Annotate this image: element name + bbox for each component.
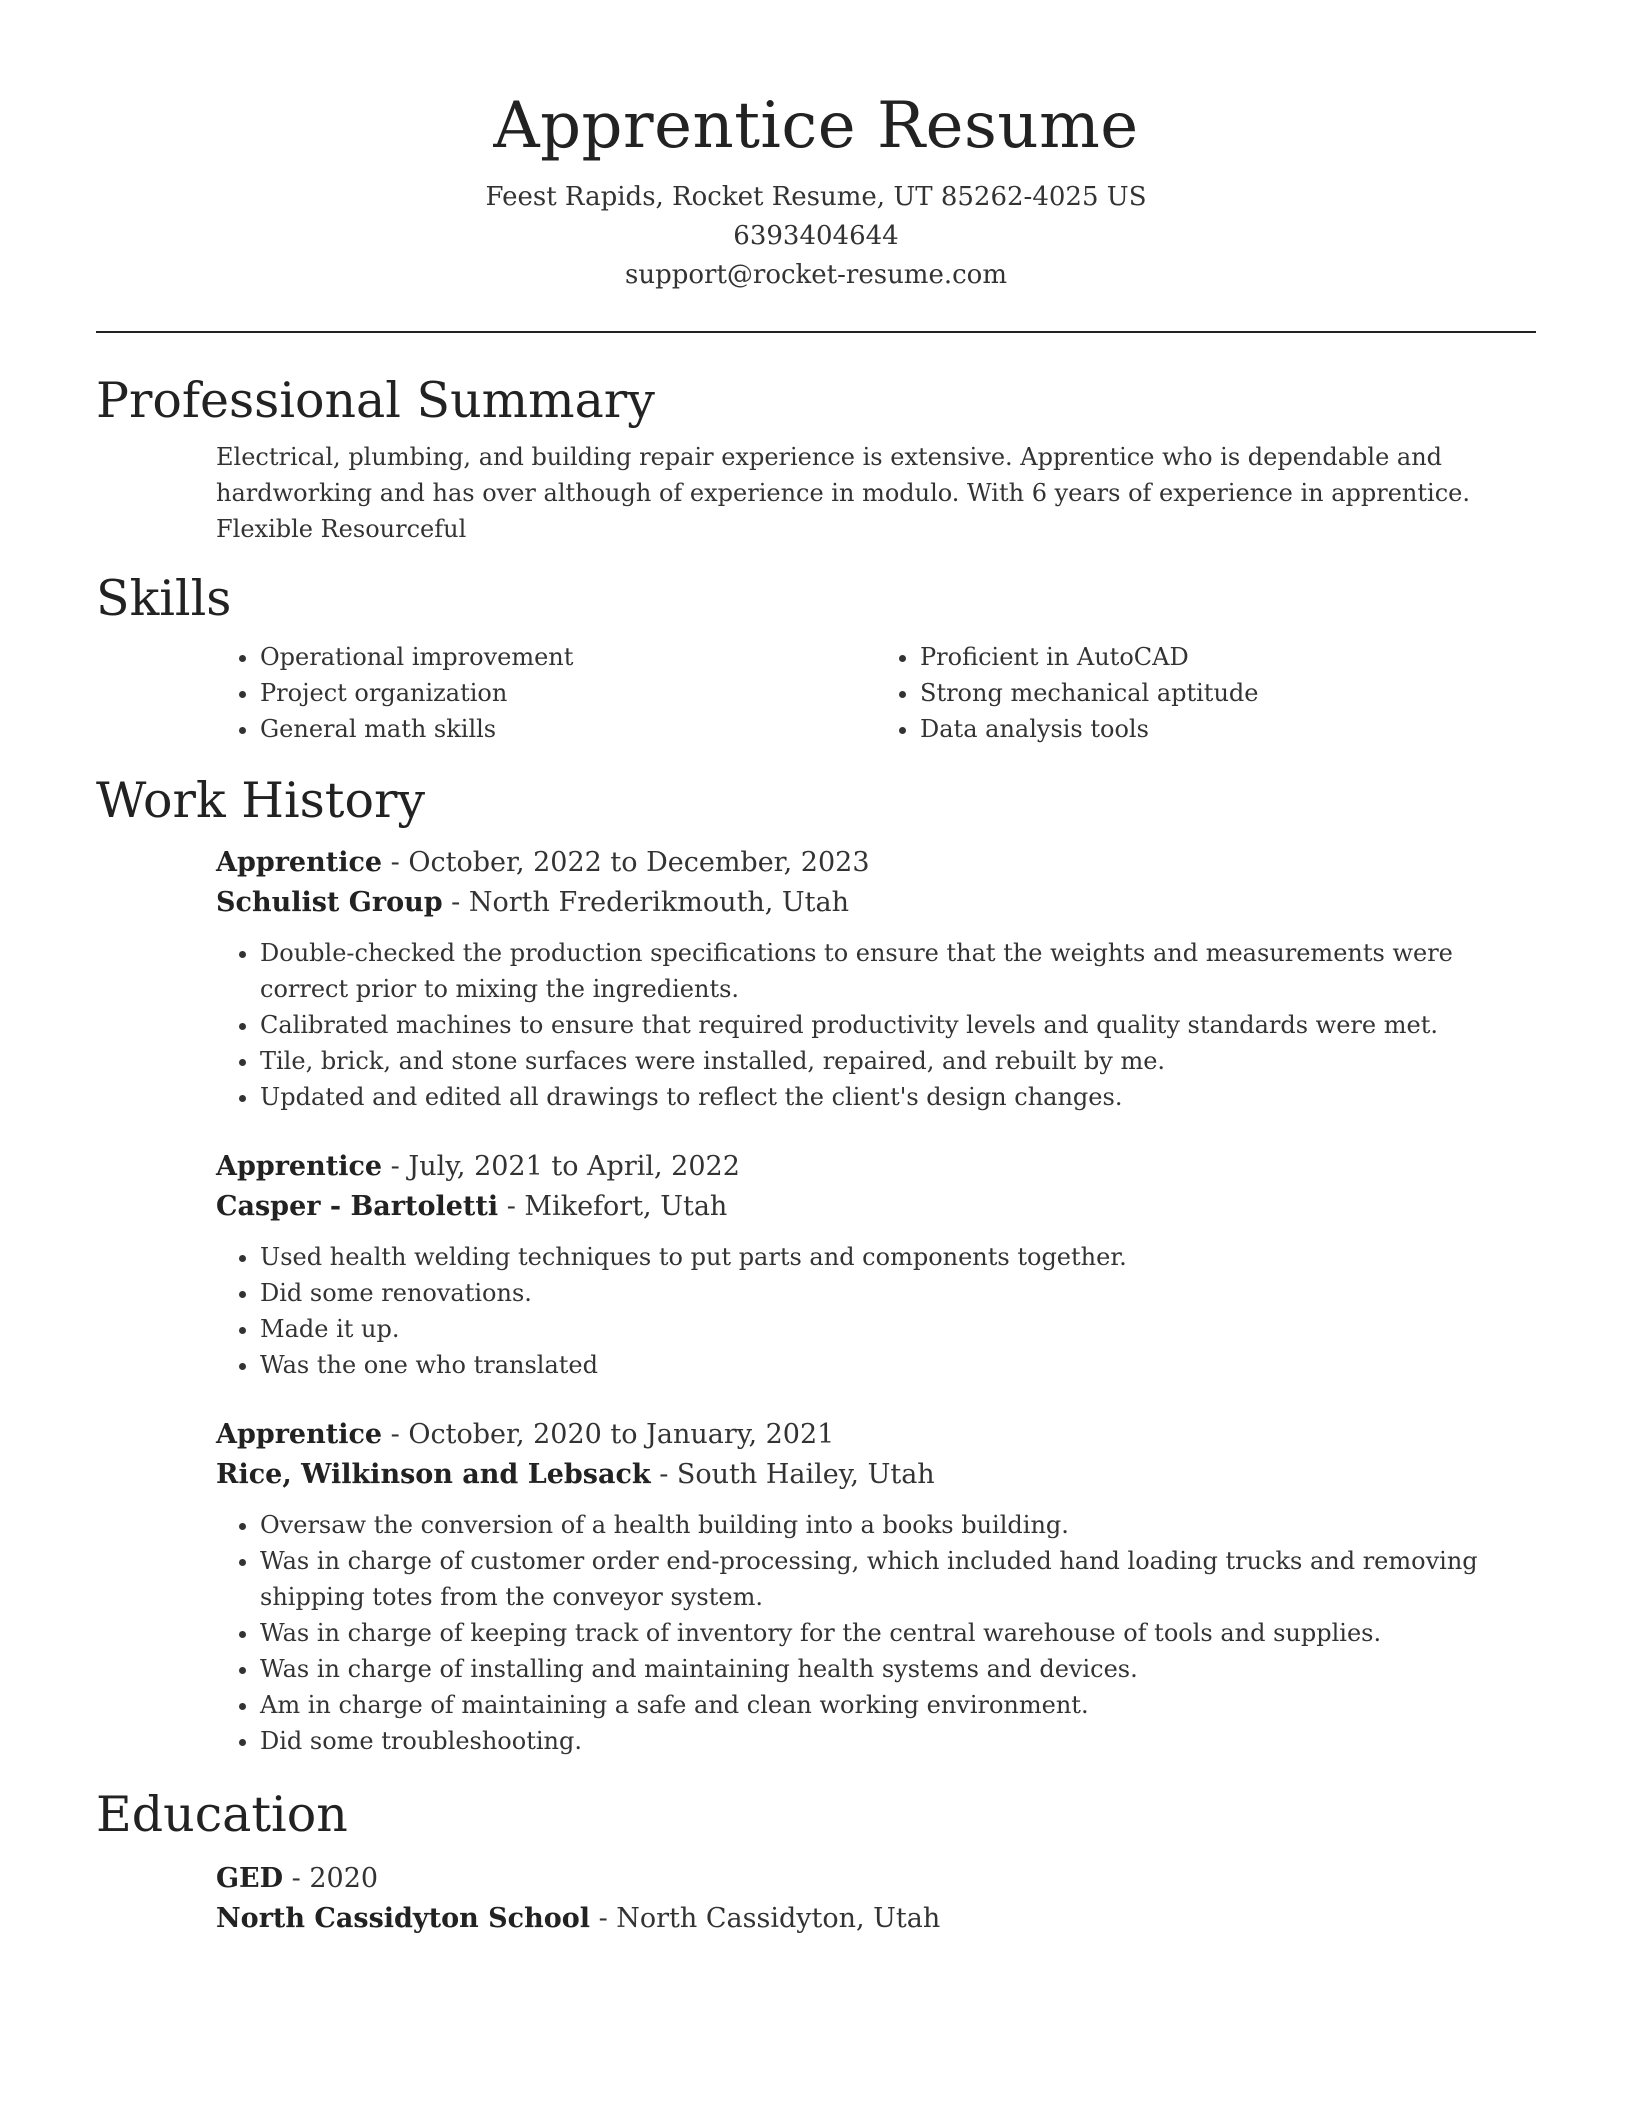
summary-text: Electrical, plumbing, and building repair experience is extensive. Apprentice who is dependable and hardworking and has over although of experience in modulo. With 6 years of experience in apprentice. Flexible Resourceful: [216, 443, 1470, 543]
skills-column-left: [216, 639, 876, 747]
job-entry: [216, 1147, 1536, 1383]
job-role: Apprentice: [216, 1419, 383, 1450]
job-entry: [216, 1415, 1536, 1759]
job-entry: [216, 843, 1536, 1115]
job-bullets: [216, 935, 1536, 1115]
job-dates: - July, 2021 to April, 2022: [382, 1151, 740, 1182]
summary-title: Professional Summary: [96, 372, 655, 429]
job-company-line: [216, 1455, 1536, 1495]
job-bullet: • Double-checked the production specifications to ensure that the weights and measurements were correct prior to mixing the ingredients.: [260, 935, 1536, 1007]
skill-item: • General math skills: [260, 711, 876, 747]
resume-name: Apprentice Resume: [493, 89, 1139, 163]
job-title-line: [216, 1415, 1536, 1455]
skill-item: • Data analysis tools: [920, 711, 1536, 747]
education-location: - North Cassidyton, Utah: [589, 1903, 941, 1934]
job-bullet: • Used health welding techniques to put parts and components together.: [260, 1239, 1536, 1275]
job-bullet: • Updated and edited all drawings to reflect the client's design changes.: [260, 1079, 1536, 1115]
job-role: Apprentice: [216, 1151, 383, 1182]
job-company-line: [216, 1187, 1536, 1227]
skills-section: [96, 569, 1536, 747]
skills-title: Skills: [96, 570, 232, 627]
job-bullet: • Was the one who translated: [260, 1347, 1536, 1383]
job-company-line: [216, 883, 1536, 923]
education-school: North Cassidyton School: [216, 1903, 590, 1934]
job-company: Rice, Wilkinson and Lebsack: [216, 1459, 651, 1490]
job-bullet: • Am in charge of maintaining a safe and clean working environment.: [260, 1687, 1536, 1723]
education-year: - 2020: [283, 1863, 379, 1894]
job-location: - Mikefort, Utah: [498, 1191, 728, 1222]
job-role: Apprentice: [216, 847, 383, 878]
job-company: Casper - Bartoletti: [216, 1191, 499, 1222]
job-bullets: [216, 1507, 1536, 1759]
skill-item: • Operational improvement: [260, 639, 876, 675]
skills-list: [216, 639, 1536, 747]
job-bullets: [216, 1239, 1536, 1383]
education-title: Education: [96, 1786, 348, 1843]
work-history-title: Work History: [96, 772, 426, 829]
job-bullet: • Did some renovations.: [260, 1275, 1536, 1311]
skill-item: • Project organization: [260, 675, 876, 711]
contact-info: [96, 178, 1536, 295]
job-bullet: • Was in charge of keeping track of inventory for the central warehouse of tools and supplies.: [260, 1615, 1536, 1651]
skill-item: • Strong mechanical aptitude: [920, 675, 1536, 711]
job-bullet: • Oversaw the conversion of a health building into a books building.: [260, 1507, 1536, 1543]
job-bullet: • Tile, brick, and stone surfaces were installed, repaired, and rebuilt by me.: [260, 1043, 1536, 1079]
skills-column-right: [876, 639, 1536, 747]
contact-email: support@rocket-resume.com: [624, 260, 1007, 290]
job-company: Schulist Group: [216, 887, 443, 918]
contact-phone: 6393404644: [733, 221, 899, 251]
job-location: - North Frederikmouth, Utah: [442, 887, 850, 918]
job-bullet: • Was in charge of customer order end-processing, which included hand loading trucks and removing shipping totes from the conveyor system.: [260, 1543, 1536, 1615]
job-location: - South Hailey, Utah: [650, 1459, 935, 1490]
education-school-line: [216, 1899, 1536, 1939]
resume-header: [96, 84, 1536, 295]
job-bullet: • Calibrated machines to ensure that required productivity levels and quality standards were met.: [260, 1007, 1536, 1043]
work-history-section: [96, 771, 1536, 1759]
skill-item: • Proficient in AutoCAD: [920, 639, 1536, 675]
job-bullet: • Was in charge of installing and maintaining health systems and devices.: [260, 1651, 1536, 1687]
job-bullet: • Made it up.: [260, 1311, 1536, 1347]
contact-address: Feest Rapids, Rocket Resume, UT 85262-4025 US: [485, 182, 1147, 212]
job-bullet: • Did some troubleshooting.: [260, 1723, 1536, 1759]
job-title-line: [216, 1147, 1536, 1187]
education-degree: GED: [216, 1863, 284, 1894]
job-title-line: [216, 843, 1536, 883]
summary-section: [96, 371, 1536, 547]
education-section: [96, 1785, 1536, 1939]
header-divider: [96, 331, 1536, 333]
job-dates: - October, 2022 to December, 2023: [382, 847, 870, 878]
job-dates: - October, 2020 to January, 2021: [382, 1419, 835, 1450]
education-degree-line: [216, 1859, 1536, 1899]
